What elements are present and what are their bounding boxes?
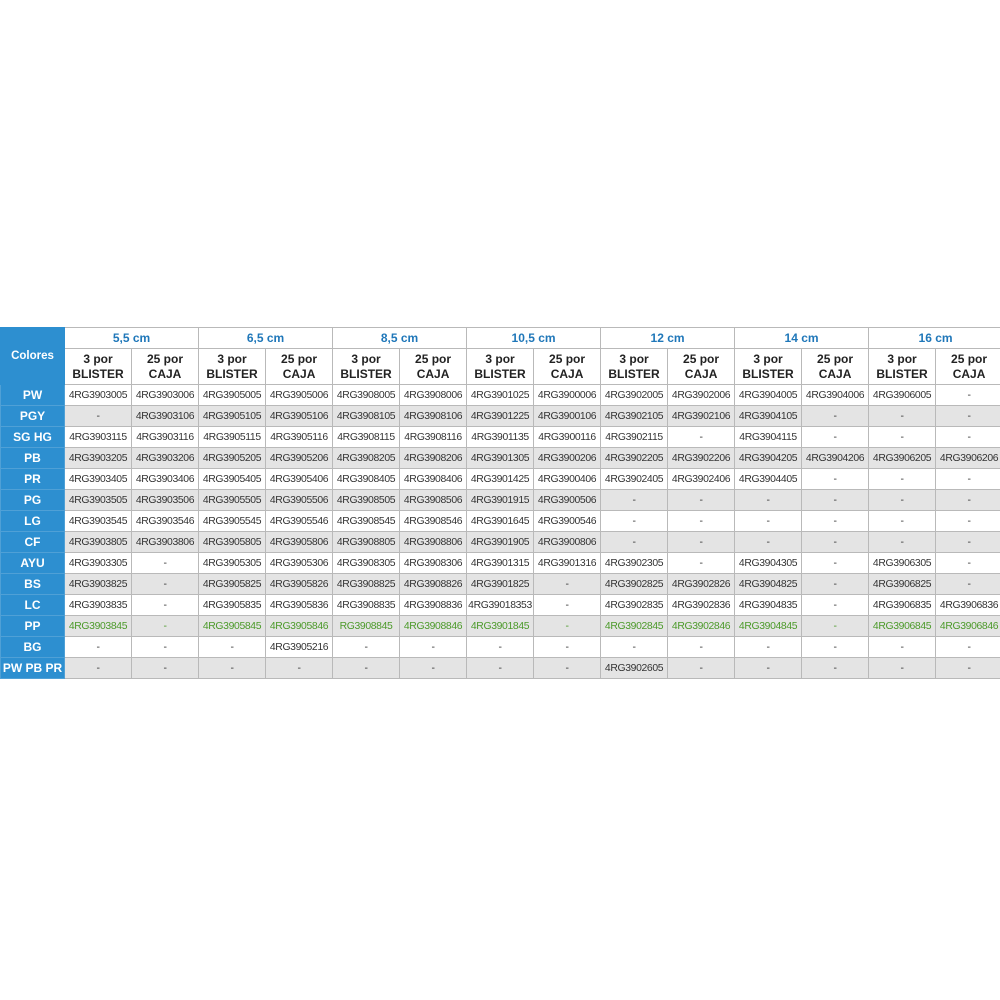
product-code-cell: - xyxy=(735,532,802,553)
product-code-cell: - xyxy=(802,427,869,448)
table-row xyxy=(1,511,1000,532)
product-code-cell: 4RG3908505 xyxy=(333,490,400,511)
color-code-cell: AYU xyxy=(1,553,65,574)
table-row xyxy=(1,658,1000,679)
product-code-cell: - xyxy=(802,532,869,553)
product-code-cell: 4RG3908306 xyxy=(400,553,467,574)
product-code-cell: 4RG3903205 xyxy=(65,448,132,469)
pack-header-unit: CAJA xyxy=(550,366,584,381)
product-code-cell: 4RG3902006 xyxy=(668,385,735,406)
product-code-cell: 4RG3901915 xyxy=(467,490,534,511)
product-code-cell: 4RG3903206 xyxy=(132,448,199,469)
product-code-cell: - xyxy=(936,469,1000,490)
size-header: 14 cm xyxy=(735,328,869,349)
product-code-cell: - xyxy=(936,427,1000,448)
product-code-cell: - xyxy=(869,637,936,658)
product-code-cell: 4RG3905545 xyxy=(199,511,266,532)
product-code-cell: 4RG3904405 xyxy=(735,469,802,490)
product-code-cell: 4RG3905115 xyxy=(199,427,266,448)
size-header-row xyxy=(1,328,1000,349)
pack-header-qty: 25 por xyxy=(281,351,318,366)
product-code-cell: - xyxy=(668,427,735,448)
product-code-cell: - xyxy=(534,595,601,616)
product-code-cell: - xyxy=(467,637,534,658)
product-code-cell: - xyxy=(534,616,601,637)
product-code-cell: 4RG3905836 xyxy=(266,595,333,616)
product-code-cell: - xyxy=(869,406,936,427)
product-code-cell: - xyxy=(132,637,199,658)
pack-header-qty: 25 por xyxy=(951,351,988,366)
color-code-cell: PR xyxy=(1,469,65,490)
blister-header xyxy=(467,349,534,385)
product-code-cell: 4RG39018353 xyxy=(467,595,534,616)
product-code-cell: - xyxy=(936,385,1000,406)
product-code-cell: 4RG3906305 xyxy=(869,553,936,574)
pack-header-row xyxy=(1,349,1000,385)
pack-header-unit: CAJA xyxy=(684,366,718,381)
pack-header-qty: 25 por xyxy=(817,351,854,366)
product-code-cell: 4RG3902305 xyxy=(601,553,668,574)
table-row xyxy=(1,574,1000,595)
product-code-cell: 4RG3902115 xyxy=(601,427,668,448)
product-code-cell: 4RG3908546 xyxy=(400,511,467,532)
product-code-cell: - xyxy=(132,574,199,595)
product-code-cell: 4RG3908205 xyxy=(333,448,400,469)
color-code-cell: LC xyxy=(1,595,65,616)
product-code-cell: 4RG3902825 xyxy=(601,574,668,595)
product-code-cell: - xyxy=(400,637,467,658)
product-code-cell: 4RG3901315 xyxy=(467,553,534,574)
product-code-cell: 4RG3900116 xyxy=(534,427,601,448)
product-code-cell: 4RG3906836 xyxy=(936,595,1000,616)
product-code-cell: 4RG3902105 xyxy=(601,406,668,427)
product-code-cell: 4RG3908116 xyxy=(400,427,467,448)
product-code-cell: 4RG3904835 xyxy=(735,595,802,616)
blister-header xyxy=(869,349,936,385)
product-code-cell: - xyxy=(65,637,132,658)
product-code-cell: 4RG3905805 xyxy=(199,532,266,553)
color-code-cell: PP xyxy=(1,616,65,637)
product-code-cell: - xyxy=(534,658,601,679)
product-code-cell: 4RG3900406 xyxy=(534,469,601,490)
product-code-cell: 4RG3905206 xyxy=(266,448,333,469)
product-code-cell: - xyxy=(467,658,534,679)
product-code-cell: - xyxy=(534,574,601,595)
product-code-cell: 4RG3908846 xyxy=(400,616,467,637)
product-code-cell: 4RG3900806 xyxy=(534,532,601,553)
product-code-cell: 4RG3908105 xyxy=(333,406,400,427)
product-code-cell: 4RG3902005 xyxy=(601,385,668,406)
pack-header-qty: 3 por xyxy=(887,351,917,366)
color-code-cell: BS xyxy=(1,574,65,595)
table-header xyxy=(1,328,1000,385)
product-code-cell: - xyxy=(668,490,735,511)
pack-header-unit: CAJA xyxy=(148,366,182,381)
caja-header xyxy=(802,349,869,385)
product-code-cell: - xyxy=(400,658,467,679)
product-code-cell: 4RG3901305 xyxy=(467,448,534,469)
product-code-cell: - xyxy=(936,658,1000,679)
pack-header-qty: 3 por xyxy=(619,351,649,366)
size-header: 10,5 cm xyxy=(467,328,601,349)
product-code-table-container xyxy=(0,327,1000,679)
pack-header-unit: BLISTER xyxy=(340,366,392,381)
product-code-cell: 4RG3903805 xyxy=(65,532,132,553)
product-code-cell: 4RG3903845 xyxy=(65,616,132,637)
pack-header-unit: CAJA xyxy=(952,366,986,381)
product-code-cell: - xyxy=(802,616,869,637)
product-code-cell: - xyxy=(668,532,735,553)
product-code-cell: - xyxy=(936,553,1000,574)
product-code-cell: - xyxy=(735,637,802,658)
caja-header xyxy=(936,349,1000,385)
pack-header-unit: CAJA xyxy=(282,366,316,381)
product-code-cell: 4RG3900106 xyxy=(534,406,601,427)
pack-header-unit: BLISTER xyxy=(742,366,794,381)
product-code-cell: 4RG3906835 xyxy=(869,595,936,616)
caja-header xyxy=(132,349,199,385)
pack-header-qty: 3 por xyxy=(217,351,247,366)
product-code-cell: 4RG3903506 xyxy=(132,490,199,511)
caja-header xyxy=(266,349,333,385)
product-code-cell: 4RG3908806 xyxy=(400,532,467,553)
pack-header-unit: BLISTER xyxy=(72,366,124,381)
product-code-cell: 4RG3905306 xyxy=(266,553,333,574)
color-code-cell: BG xyxy=(1,637,65,658)
product-code-cell: 4RG3906005 xyxy=(869,385,936,406)
product-code-cell: 4RG3903006 xyxy=(132,385,199,406)
product-code-cell: 4RG3905205 xyxy=(199,448,266,469)
caja-header xyxy=(400,349,467,385)
product-code-cell: - xyxy=(601,511,668,532)
product-code-cell: 4RG3901645 xyxy=(467,511,534,532)
product-code-cell: - xyxy=(534,637,601,658)
product-code-cell: - xyxy=(132,658,199,679)
product-code-cell: - xyxy=(802,406,869,427)
product-code-cell: - xyxy=(668,511,735,532)
product-code-cell: - xyxy=(869,511,936,532)
product-code-cell: 4RG3901905 xyxy=(467,532,534,553)
product-code-cell: 4RG3905405 xyxy=(199,469,266,490)
table-row xyxy=(1,637,1000,658)
product-code-cell: 4RG3908825 xyxy=(333,574,400,595)
table-row xyxy=(1,553,1000,574)
product-code-cell: 4RG3908115 xyxy=(333,427,400,448)
product-code-cell: - xyxy=(936,532,1000,553)
product-code-cell: 4RG3908006 xyxy=(400,385,467,406)
blister-header xyxy=(601,349,668,385)
pack-header-qty: 25 por xyxy=(549,351,586,366)
table-row xyxy=(1,616,1000,637)
table-row xyxy=(1,427,1000,448)
pack-header-unit: BLISTER xyxy=(474,366,526,381)
product-code-cell: - xyxy=(601,532,668,553)
product-code-cell: 4RG3904825 xyxy=(735,574,802,595)
product-code-cell: 4RG3904206 xyxy=(802,448,869,469)
blister-header xyxy=(199,349,266,385)
product-code-cell: 4RG3902106 xyxy=(668,406,735,427)
product-code-cell: 4RG3900546 xyxy=(534,511,601,532)
product-code-cell: 4RG3906846 xyxy=(936,616,1000,637)
pack-header-unit: BLISTER xyxy=(608,366,660,381)
product-code-cell: RG3908845 xyxy=(333,616,400,637)
product-code-cell: - xyxy=(869,532,936,553)
product-code-cell: 4RG3900506 xyxy=(534,490,601,511)
product-code-cell: - xyxy=(802,469,869,490)
color-code-cell: CF xyxy=(1,532,65,553)
product-code-cell: 4RG3903546 xyxy=(132,511,199,532)
caja-header xyxy=(668,349,735,385)
product-code-cell: 4RG3908506 xyxy=(400,490,467,511)
product-code-cell: 4RG3903406 xyxy=(132,469,199,490)
product-code-cell: 4RG3906845 xyxy=(869,616,936,637)
product-code-cell: 4RG3906825 xyxy=(869,574,936,595)
product-code-table xyxy=(0,327,1000,679)
product-code-cell: 4RG3908826 xyxy=(400,574,467,595)
pack-header-qty: 3 por xyxy=(753,351,783,366)
product-code-cell: - xyxy=(802,595,869,616)
product-code-cell: 4RG3902846 xyxy=(668,616,735,637)
product-code-cell: - xyxy=(936,511,1000,532)
product-code-cell: - xyxy=(869,658,936,679)
product-code-cell: - xyxy=(802,637,869,658)
product-code-cell: 4RG3903305 xyxy=(65,553,132,574)
product-code-cell: 4RG3908206 xyxy=(400,448,467,469)
product-code-cell: - xyxy=(601,637,668,658)
product-code-cell: 4RG3908305 xyxy=(333,553,400,574)
product-code-cell: - xyxy=(735,490,802,511)
color-code-cell: PW PB PR xyxy=(1,658,65,679)
product-code-cell: - xyxy=(333,637,400,658)
color-code-cell: PB xyxy=(1,448,65,469)
table-row xyxy=(1,448,1000,469)
product-code-cell: 4RG3908106 xyxy=(400,406,467,427)
product-code-cell: 4RG3905806 xyxy=(266,532,333,553)
product-code-cell: 4RG3901316 xyxy=(534,553,601,574)
product-code-cell: - xyxy=(132,595,199,616)
product-code-cell: 4RG3908406 xyxy=(400,469,467,490)
product-code-cell: 4RG3908405 xyxy=(333,469,400,490)
product-code-cell: 4RG3906206 xyxy=(936,448,1000,469)
table-row xyxy=(1,406,1000,427)
product-code-cell: 4RG3903115 xyxy=(65,427,132,448)
product-code-cell: - xyxy=(936,637,1000,658)
size-header: 6,5 cm xyxy=(199,328,333,349)
size-header: 8,5 cm xyxy=(333,328,467,349)
product-code-cell: - xyxy=(869,469,936,490)
product-code-cell: - xyxy=(199,658,266,679)
product-code-cell: 4RG3902835 xyxy=(601,595,668,616)
pack-header-qty: 25 por xyxy=(147,351,184,366)
product-code-cell: 4RG3903505 xyxy=(65,490,132,511)
product-code-cell: - xyxy=(936,574,1000,595)
product-code-cell: 4RG3905106 xyxy=(266,406,333,427)
pack-header-qty: 25 por xyxy=(415,351,452,366)
product-code-cell: 4RG3902406 xyxy=(668,469,735,490)
pack-header-unit: CAJA xyxy=(416,366,450,381)
table-row xyxy=(1,469,1000,490)
product-code-cell: 4RG3903545 xyxy=(65,511,132,532)
product-code-cell: - xyxy=(802,553,869,574)
product-code-cell: 4RG3903005 xyxy=(65,385,132,406)
product-code-cell: - xyxy=(735,511,802,532)
pack-header-qty: 3 por xyxy=(351,351,381,366)
product-code-cell: 4RG3901025 xyxy=(467,385,534,406)
product-code-cell: 4RG3905505 xyxy=(199,490,266,511)
blister-header xyxy=(65,349,132,385)
color-code-cell: LG xyxy=(1,511,65,532)
product-code-cell: 4RG3905406 xyxy=(266,469,333,490)
product-code-cell: 4RG3905546 xyxy=(266,511,333,532)
product-code-cell: - xyxy=(802,511,869,532)
product-code-cell: - xyxy=(601,490,668,511)
product-code-cell: - xyxy=(802,490,869,511)
product-code-cell: - xyxy=(869,427,936,448)
product-code-cell: - xyxy=(735,658,802,679)
product-code-cell: 4RG3905835 xyxy=(199,595,266,616)
product-code-cell: 4RG3905006 xyxy=(266,385,333,406)
product-code-cell: 4RG3901825 xyxy=(467,574,534,595)
color-code-cell: SG HG xyxy=(1,427,65,448)
size-header: 16 cm xyxy=(869,328,1000,349)
product-code-cell: 4RG3905846 xyxy=(266,616,333,637)
product-code-cell: 4RG3901845 xyxy=(467,616,534,637)
product-code-cell: - xyxy=(668,553,735,574)
product-code-cell: 4RG3905116 xyxy=(266,427,333,448)
pack-header-qty: 3 por xyxy=(485,351,515,366)
product-code-cell: 4RG3905826 xyxy=(266,574,333,595)
color-code-cell: PGY xyxy=(1,406,65,427)
product-code-cell: 4RG3908005 xyxy=(333,385,400,406)
product-code-cell: 4RG3908836 xyxy=(400,595,467,616)
product-code-cell: - xyxy=(936,490,1000,511)
product-code-cell: - xyxy=(199,637,266,658)
product-code-cell: 4RG3901425 xyxy=(467,469,534,490)
product-code-cell: 4RG3905305 xyxy=(199,553,266,574)
product-code-cell: - xyxy=(802,574,869,595)
product-code-cell: 4RG3904105 xyxy=(735,406,802,427)
size-header: 5,5 cm xyxy=(65,328,199,349)
table-row xyxy=(1,595,1000,616)
blister-header xyxy=(333,349,400,385)
product-code-cell: 4RG3903835 xyxy=(65,595,132,616)
product-code-cell: 4RG3908545 xyxy=(333,511,400,532)
product-code-cell: 4RG3908835 xyxy=(333,595,400,616)
product-code-cell: 4RG3903106 xyxy=(132,406,199,427)
product-code-cell: 4RG3903825 xyxy=(65,574,132,595)
table-row xyxy=(1,532,1000,553)
caja-header xyxy=(534,349,601,385)
product-code-cell: 4RG3905825 xyxy=(199,574,266,595)
product-code-cell: 4RG3903806 xyxy=(132,532,199,553)
product-code-cell: 4RG3903116 xyxy=(132,427,199,448)
product-code-cell: 4RG3904305 xyxy=(735,553,802,574)
product-code-cell: 4RG3902836 xyxy=(668,595,735,616)
product-code-cell: 4RG3905506 xyxy=(266,490,333,511)
color-code-cell: PG xyxy=(1,490,65,511)
product-code-cell: 4RG3900006 xyxy=(534,385,601,406)
product-code-cell: - xyxy=(333,658,400,679)
table-row xyxy=(1,490,1000,511)
product-code-cell: 4RG3906205 xyxy=(869,448,936,469)
product-code-cell: 4RG3903405 xyxy=(65,469,132,490)
product-code-cell: - xyxy=(668,658,735,679)
blister-header xyxy=(735,349,802,385)
colores-header: Colores xyxy=(1,328,65,385)
product-code-cell: 4RG3904845 xyxy=(735,616,802,637)
product-code-cell: - xyxy=(266,658,333,679)
product-code-cell: 4RG3905845 xyxy=(199,616,266,637)
product-code-cell: 4RG3905216 xyxy=(266,637,333,658)
product-code-cell: - xyxy=(132,553,199,574)
size-header: 12 cm xyxy=(601,328,735,349)
pack-header-unit: CAJA xyxy=(818,366,852,381)
product-code-cell: 4RG3901135 xyxy=(467,427,534,448)
product-code-cell: 4RG3902845 xyxy=(601,616,668,637)
product-code-cell: - xyxy=(936,406,1000,427)
product-code-cell: 4RG3902826 xyxy=(668,574,735,595)
product-code-cell: 4RG3905005 xyxy=(199,385,266,406)
product-code-cell: 4RG3904115 xyxy=(735,427,802,448)
pack-header-unit: BLISTER xyxy=(876,366,928,381)
product-code-cell: 4RG3908805 xyxy=(333,532,400,553)
product-code-cell: - xyxy=(869,490,936,511)
pack-header-qty: 3 por xyxy=(83,351,113,366)
pack-header-qty: 25 por xyxy=(683,351,720,366)
product-code-cell: 4RG3904205 xyxy=(735,448,802,469)
product-code-cell: 4RG3902405 xyxy=(601,469,668,490)
product-code-cell: 4RG3900206 xyxy=(534,448,601,469)
product-code-cell: - xyxy=(65,406,132,427)
product-code-cell: - xyxy=(65,658,132,679)
product-code-cell: 4RG3905105 xyxy=(199,406,266,427)
product-code-cell: 4RG3901225 xyxy=(467,406,534,427)
product-code-cell: - xyxy=(802,658,869,679)
product-code-cell: - xyxy=(132,616,199,637)
product-code-cell: - xyxy=(668,637,735,658)
product-code-cell: 4RG3902605 xyxy=(601,658,668,679)
table-body xyxy=(1,385,1000,679)
table-row xyxy=(1,385,1000,406)
color-code-cell: PW xyxy=(1,385,65,406)
pack-header-unit: BLISTER xyxy=(206,366,258,381)
product-code-cell: 4RG3904005 xyxy=(735,385,802,406)
product-code-cell: 4RG3902205 xyxy=(601,448,668,469)
product-code-cell: 4RG3902206 xyxy=(668,448,735,469)
product-code-cell: 4RG3904006 xyxy=(802,385,869,406)
